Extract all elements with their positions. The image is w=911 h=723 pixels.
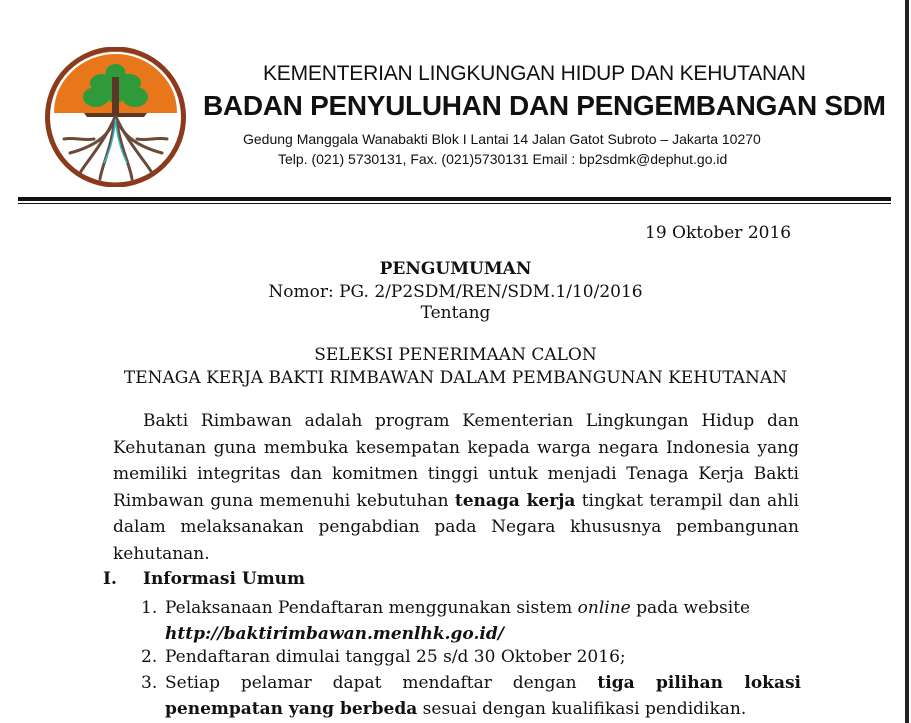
document-date: 19 Oktober 2016: [645, 223, 792, 243]
list-item-text: Setiap pelamar dapat mendaftar dengan: [165, 673, 598, 693]
list-item-number: 3.: [141, 673, 158, 693]
list-item-number: 2.: [141, 647, 158, 667]
letterhead-rule-thick: [18, 197, 891, 201]
announcement-subject-line2: TENAGA KERJA BAKTI RIMBAWAN DALAM PEMBANGUNAN KEHUTANAN: [123, 368, 788, 388]
list-item-text-post: pada website: [630, 598, 751, 618]
list-item-number: 1.: [141, 598, 158, 618]
letterhead-ministry: KEMENTERIAN LINGKUNGAN HIDUP DAN KEHUTANAN: [263, 62, 806, 85]
letterhead-rule-thin: [18, 203, 891, 204]
website-url: http://baktirimbawan.menlhk.go.id/: [165, 624, 504, 644]
announcement-title: PENGUMUMAN: [379, 259, 532, 279]
list-item-italic: online: [577, 598, 631, 618]
intro-paragraph: [113, 408, 799, 567]
list-item-text-post: sesuai dengan kualifikasi pendidikan.: [417, 699, 747, 719]
announcement-subject-line1: SELEKSI PENERIMAAN CALON: [314, 345, 597, 365]
intro-text-1: Bakti Rimbawan adalah program Kementerian Lingkungan Hidup dan Kehutanan guna membuka kesempatan kepada warga negara Indonesia yang memiliki integritas dan komitmen tinggi untuk menjadi Tenaga Kerja Bakti Rimbawan guna memenuhi kebutuhan: [113, 411, 799, 511]
list-item-text: Pelaksanaan Pendaftaran menggunakan sistem: [165, 598, 578, 618]
section-number: I.: [103, 569, 117, 589]
letterhead-contact: Telp. (021) 5730131, Fax. (021)5730131 Email : bp2sdmk@dephut.go.id: [278, 151, 728, 167]
announcement-about: Tentang: [420, 303, 491, 323]
letterhead-address: Gedung Manggala Wanabakti Blok I Lantai 14 Jalan Gatot Subroto – Jakarta 10270: [243, 131, 761, 147]
letterhead-agency: BADAN PENYULUHAN DAN PENGEMBANGAN SDM: [203, 90, 886, 121]
list-item-bold: tiga pilihan lokasi penempatan yang berbeda: [165, 673, 801, 719]
list-item-text: Pendaftaran dimulai tanggal 25 s/d 30 Oktober 2016;: [165, 647, 626, 667]
section-title: Informasi Umum: [143, 569, 306, 589]
announcement-number: Nomor: PG. 2/P2SDM/REN/SDM.1/10/2016: [268, 282, 643, 302]
ministry-logo: [44, 47, 187, 187]
intro-bold: tenaga kerja: [454, 490, 576, 511]
intro-text-2: tingkat terampil dan ahli dalam melaksanakan pengabdian pada Negara khususnya pembangunan kehutanan.: [113, 490, 799, 564]
